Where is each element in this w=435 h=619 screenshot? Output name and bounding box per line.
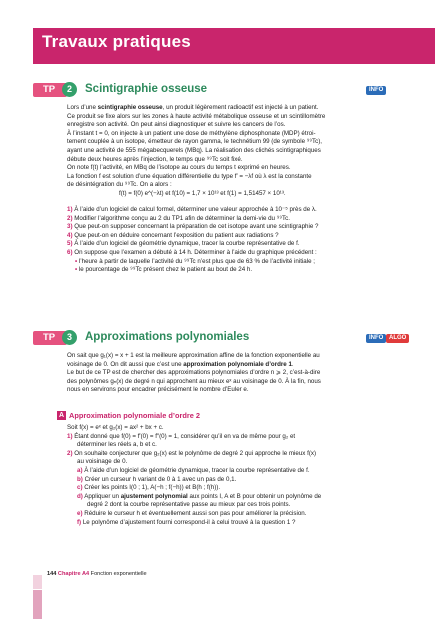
tp3-body [67,352,412,395]
question-number: 1) [67,432,73,440]
tp3-number: 3 [62,330,77,345]
tp3-line: voisinage de 0. On dit aussi que c’est une approximation polynomiale d’ordre 1. [67,360,294,368]
tp3-info-tag: INFO [366,334,386,343]
question-text: Étant donné que f(0) = f′(0) = f″(0) = 1, considérer qu’il en va de même pour g₂ et [74,432,296,440]
question-item [67,232,412,241]
tp3-title: Approximations polynomiales [85,331,250,343]
question-item [67,240,412,249]
tp2-body [67,104,407,199]
bullet-icon: • [75,266,78,274]
sub-question-text: Le polynôme d’ajustement fourni correspond-il à celui trouvé à la question 1 ? [82,518,296,526]
tp2-line: Ce produit se fixe alors sur les zones à haute activité métabolique osseuse et un scintillomètre [67,112,326,120]
question-continuation: au voisinage de 0. [77,458,128,466]
sub-question [67,476,412,485]
bullet-icon: • [75,257,78,265]
keyword: scintigraphie osseuse [97,104,163,111]
banner-title: Travaux pratiques [42,32,191,51]
question-number: 5) [67,240,73,248]
page-number: 144 [47,571,57,577]
question-item [67,215,412,224]
tp2-number: 2 [62,82,77,97]
tp3-line: nous en servirons pour encadrer précisément le nombre d’Euler e. [67,386,249,394]
question-item [67,206,412,215]
question-item [67,223,412,232]
question-number: 6) [67,248,73,256]
tp3-line: des polynômes gₙ(x) de degré n qui approchent au mieux eˣ au voisinage de 0. À la fin, nous [67,377,321,385]
subsection-letter: A [58,412,65,419]
question-text: On souhaite conjecturer que g₂(x) est le polynôme de degré 2 qui approche le mieux f(x) [74,449,317,457]
bullet-text: le pourcentage de ⁹⁹Tc présent chez le patient au bout de 24 h. [78,266,253,274]
tp2-line: À l’instant t = 0, on injecte à un patient une dose de méthylène diphosphonate (MDP) étroi- [67,129,316,137]
tp2-line: Lors d’une scintigraphie osseuse, un produit légèrement radioactif est injecté à un patient. [67,104,319,111]
sub-question-letter: a) [77,466,83,474]
question-number: 2) [67,449,73,457]
question-item [67,450,412,459]
tp2-badge-label: TP [43,84,56,95]
sub-question-letter: f) [77,518,82,526]
footer-chapter: Chapitre A4 [57,571,90,577]
sub-question [67,510,412,519]
sub-question [67,493,412,502]
sub-question-text: Créer un curseur h variant de 0 à 1 avec un pas de 0,1. [84,475,237,483]
question-item [67,249,412,258]
question-text: Que peut-on en déduire concernant l’exposition du patient aux radiations ? [74,231,279,239]
tp2-formula: f(t) = f(0) e^(−λt) et f(10) = 1,7 × 10¹³ et f(1) = 1,51457 × 10¹³. [119,189,286,197]
tp3-algo-tag: ALGO [386,334,409,343]
question-number: 1) [67,206,73,213]
question-continuation: déterminer les réels a, b et c. [77,441,157,449]
question-text: Modifier l’algorithme conçu au 2 du TP1 afin de déterminer la demi-vie du ⁹⁹Tc. [74,214,290,222]
question-text: On suppose que l’examen a débuté à 14 h. Déterminer à l’aide du graphique précédent : [74,248,317,256]
tp2-line: débute deux heures après l’injection, le temps que ⁹⁹Tc soit fixé. [67,155,243,163]
subsection-intro: Soit f(x) = eˣ et g₂(x) = ax² + bx + c. [67,424,164,431]
sub-question-text: Créer les points I(0 ; 1), A(−h ; f(−h)) et B(h ; f(h)). [84,484,221,492]
margin-marker [33,575,42,589]
footer-title: Fonction exponentielle [90,571,147,577]
question-item [67,433,412,442]
tp2-line: ayant une activité de 555 mégabecquerels (MBq). La réalisation des clichés scintigraphiques [67,146,321,154]
keyword: ajustement polynomial [120,492,188,500]
sub-question-continuation: degré 2 dont la courbe représentative passe au mieux par ces trois points. [87,501,291,509]
page-footer [47,571,147,577]
tp2-line: tement couplée à un isotope, émetteur de rayon gamma, le technétium 99 (de symbole ⁹⁹Tc), [67,138,322,146]
tp2-title: Scintigraphie osseuse [85,83,208,95]
tp3-line: Le but de ce TP est de chercher des approximations polynomiales d’ordre n ⩾ 2, c’est-à-dire [67,369,321,377]
subsection-title: Approximation polynomiale d’ordre 2 [69,411,200,420]
question-number: 2) [67,214,73,222]
tp3-line: On sait que g₁(x) = x + 1 est la meilleure approximation affine de la fonction exponentielle au [67,352,320,359]
bullet-item [67,258,412,267]
sub-question-text: À l’aide d’un logiciel de géométrie dynamique, tracer la courbe représentative de f. [84,466,310,474]
tp2-info-tag: INFO [366,86,386,95]
question-number: 4) [67,231,73,239]
keyword: approximation polynomiale d’ordre 1 [183,360,292,368]
tp2-line: On note f(t) l’activité, en MBq de l’isotope au cours du temps t exprimé en heures. [67,164,291,172]
question-text: À l’aide d’un logiciel de géométrie dynamique, tracer la courbe représentative de f. [74,240,300,248]
sub-question-text: Réduire le curseur h et éventuellement aussi son pas pour améliorer la précision. [84,509,307,517]
sub-question [67,467,412,476]
tp2-line: La fonction f est solution d’une équation différentielle du type f′ = −λf où λ est la constante [67,172,312,180]
sub-question-text: Appliquer un ajustement polynomial aux points I, A et B pour obtenir un polynôme de [84,492,322,500]
sub-question-letter: c) [77,484,83,492]
tp2-line: enregistre son activité. On peut ainsi diagnostiquer et suivre les cancers de l’os. [67,121,286,129]
question-text: Que peut-on supposer concernant la préparation de cet isotope avant une scintigraphie ? [74,223,319,231]
subsection-a-body [67,424,412,527]
tp2-line: de désintégration du ⁹⁹Tc. On a alors : [67,181,172,189]
sub-question-letter: e) [77,509,83,517]
sub-question [67,519,412,528]
bullet-text: l’heure à partir de laquelle l’activité du ⁹⁹Tc n’est plus que de 63 % de l’activité initiale ; [78,257,315,265]
footer-marker [33,590,42,619]
sub-question-letter: b) [77,475,83,483]
sub-question-letter: d) [77,492,83,500]
tp2-questions [67,206,412,275]
question-number: 3) [67,223,73,231]
tp3-badge-label: TP [43,332,56,343]
question-text: À l’aide d’un logiciel de calcul formel, déterminer une valeur approchée à 10⁻⁵ près de λ. [74,206,317,213]
bullet-item [67,266,412,275]
sub-question [67,484,412,493]
